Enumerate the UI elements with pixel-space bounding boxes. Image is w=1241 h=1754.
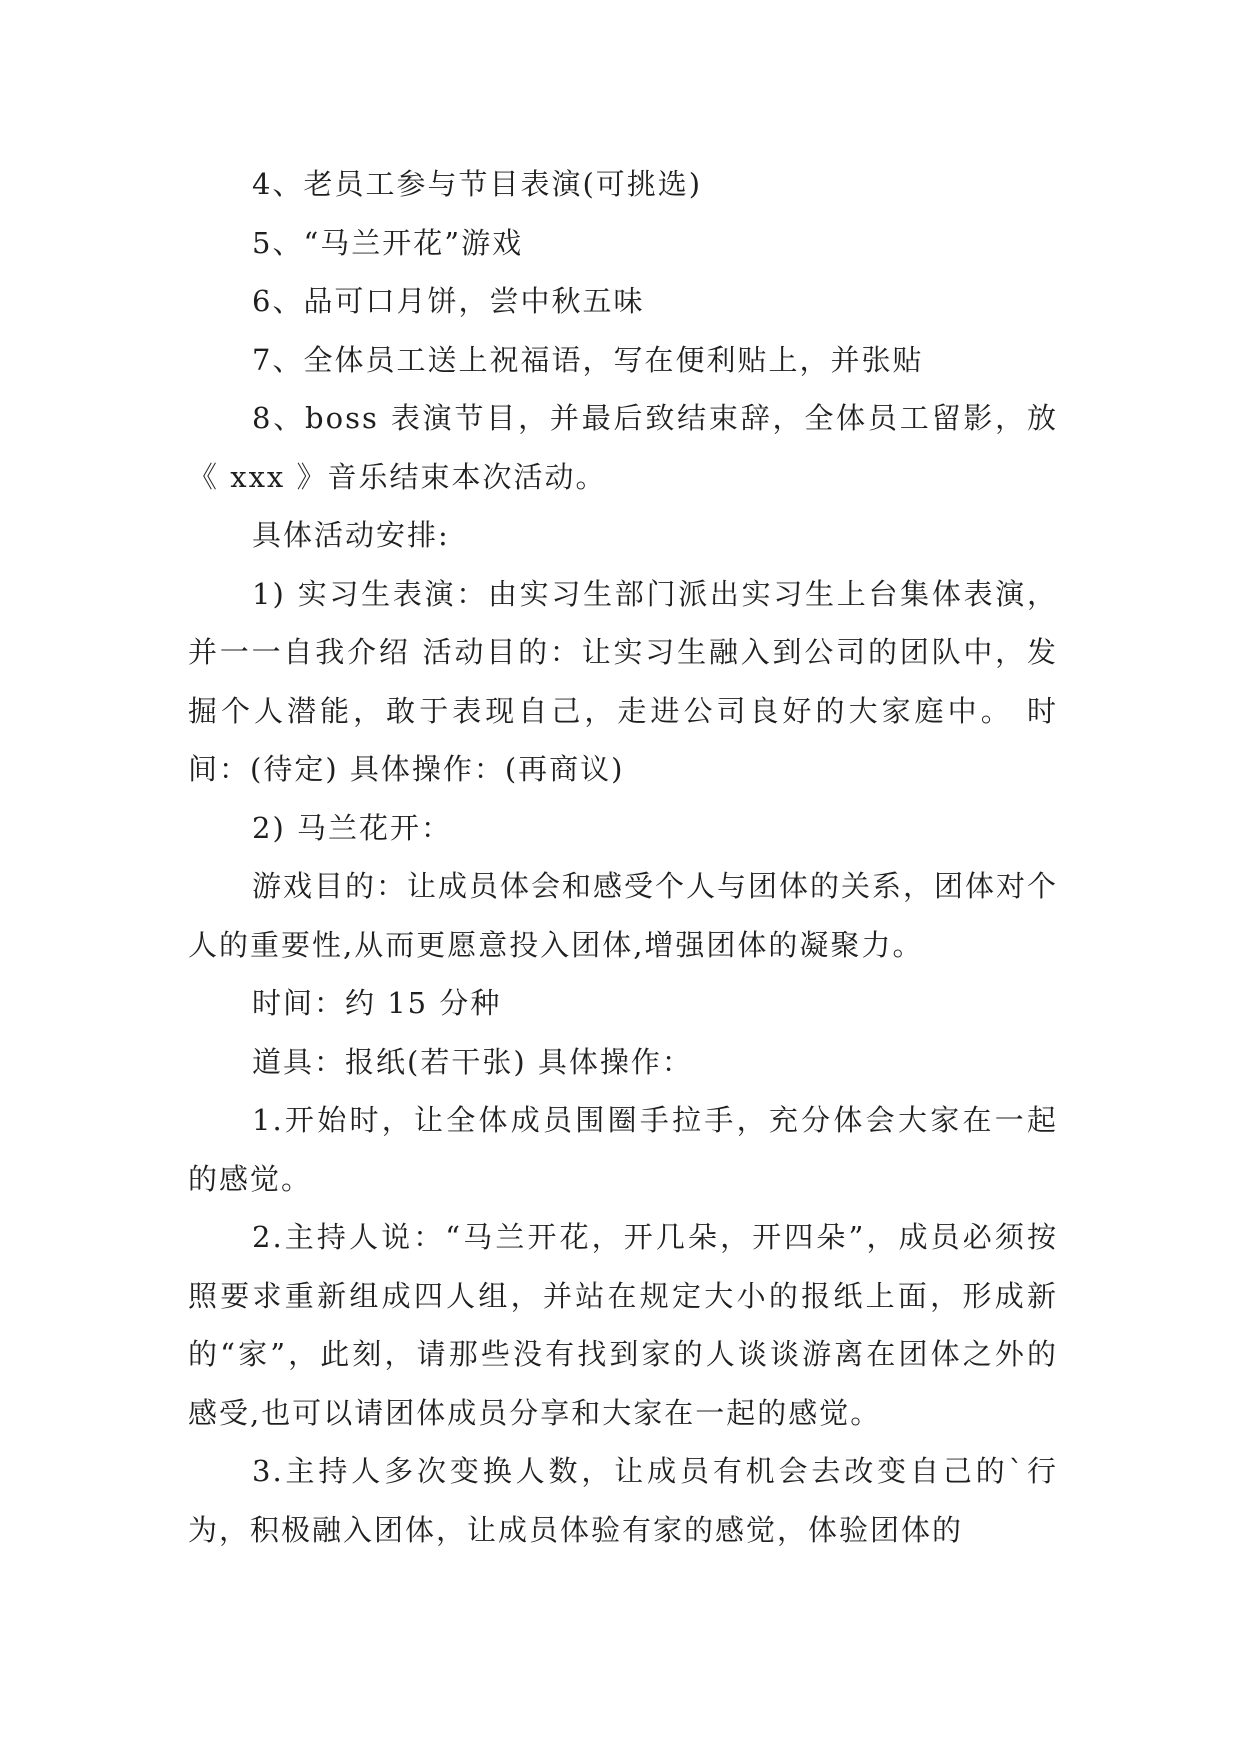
- activity-malan-heading: 2) 马兰花开：: [252, 810, 452, 845]
- list-item-4: 4、老员工参与节目表演(可挑选): [252, 167, 703, 201]
- step-2: 2.主持人说：“马兰开花，开几朵，开四朵”，成员必须按照要求重新组成四人组，并站在规定大小的报纸上面，形成新的“家”，此刻，请那些没有找到家的人谈谈游离在团体之外的感受,也可以请团体成员分享和大家在一起的感觉。: [188, 1220, 1058, 1430]
- list-item-7: 7、全体员工送上祝福语，写在便利贴上，并张贴: [252, 342, 924, 377]
- document-page: [188, 155, 1058, 1559]
- list-item-6: 6、品可口月饼，尝中秋五味: [252, 284, 645, 318]
- list-item-8: 8、boss 表演节目，并最后致结束辞，全体员工留影，放《 xxx 》音乐结束本次活动。: [188, 401, 1058, 494]
- game-props: 道具：报纸(若干张) 具体操作：: [252, 1044, 693, 1079]
- game-purpose: 游戏目的：让成员体会和感受个人与团体的关系，团体对个人的重要性,从而更愿意投入团体,增强团体的凝聚力。: [188, 869, 1059, 962]
- list-item-5: 5、“马兰开花”游戏: [252, 225, 524, 260]
- game-time: 时间：约 15 分种: [252, 986, 502, 1020]
- step-3: 3.主持人多次变换人数，让成员有机会去改变自己的`行为，积极融入团体，让成员体验有家的感觉，体验团体的: [188, 1454, 1058, 1547]
- section-heading-arrangement: 具体活动安排:: [252, 518, 450, 552]
- activity-intern-performance: 1) 实习生表演：由实习生部门派出实习生上台集体表演，并一一自我介绍 活动目的：让实习生融入到公司的团队中，发掘个人潜能，敢于表现自己，走进公司良好的大家庭中。 时间：(待定) 具体操作：(再商议): [188, 576, 1058, 786]
- step-1: 1.开始时，让全体成员围圈手拉手，充分体会大家在一起的感觉。: [188, 1103, 1058, 1196]
